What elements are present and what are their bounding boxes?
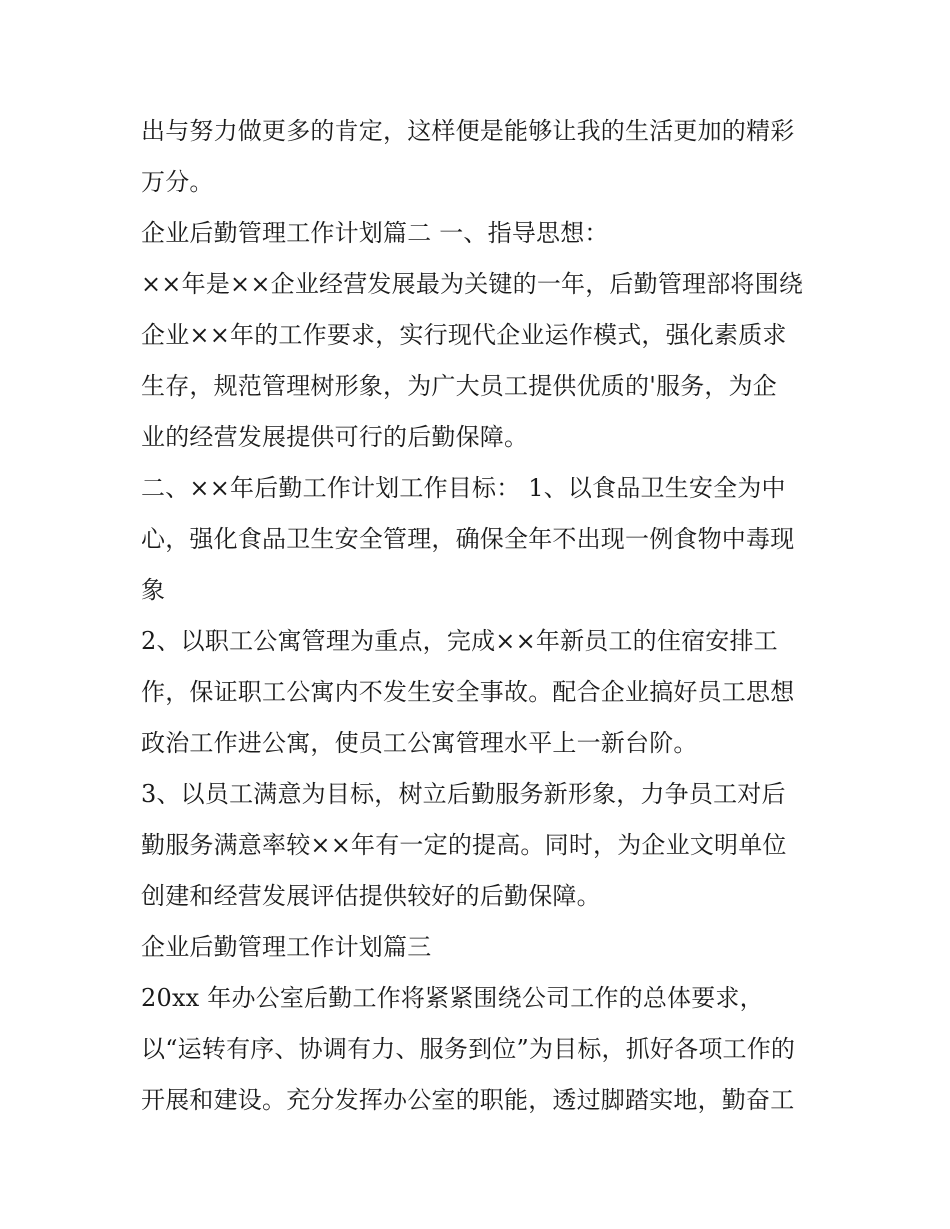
text-line-8: 二、××年后勤工作计划工作目标： 1、以食品卫生安全为中 bbox=[141, 474, 786, 502]
text-line-10: 象 bbox=[141, 576, 166, 604]
text-line-4: ××年是××企业经营发展最为关键的一年，后勤管理部将围绕 bbox=[141, 270, 804, 298]
text-line-12: 作，保证职工公寓内不发生安全事故。配合企业搞好员工思想 bbox=[141, 678, 795, 706]
text-line-6: 生存，规范管理树形象，为广大员工提供优质的'服务，为企 bbox=[141, 372, 777, 400]
document-body bbox=[141, 106, 821, 1126]
text-line-20: 开展和建设。充分发挥办公室的职能，透过脚踏实地，勤奋工 bbox=[141, 1086, 795, 1114]
text-line-19: 以“运转有序、协调有力、服务到位”为目标，抓好各项工作的 bbox=[141, 1035, 796, 1063]
text-line-13: 政治工作进公寓，使员工公寓管理水平上一新台阶。 bbox=[141, 729, 698, 757]
section-heading-3: 企业后勤管理工作计划篇三 bbox=[141, 933, 432, 961]
text-line-2: 万分。 bbox=[141, 168, 214, 196]
text-line-16: 创建和经营发展评估提供较好的后勤保障。 bbox=[141, 882, 601, 910]
text-line-11: 2、以职工公寓管理为重点，完成××年新员工的住宿安排工 bbox=[141, 627, 778, 655]
text-line-9: 心，强化食品卫生安全管理，确保全年不出现一例食物中毒现 bbox=[141, 525, 795, 553]
text-line-1: 出与努力做更多的肯定，这样便是能够让我的生活更加的精彩 bbox=[141, 117, 795, 145]
text-line-14: 3、以员工满意为目标，树立后勤服务新形象，力争员工对后 bbox=[141, 780, 786, 808]
section-heading-2: 企业后勤管理工作计划篇二 一、指导思想： bbox=[141, 219, 609, 247]
text-line-18: 20xx 年办公室后勤工作将紧紧围绕公司工作的总体要求， bbox=[141, 984, 764, 1012]
text-line-7: 业的经营发展提供可行的后勤保障。 bbox=[141, 423, 529, 451]
text-line-15: 勤服务满意率较××年有一定的提高。同时，为企业文明单位 bbox=[141, 831, 787, 859]
text-line-5: 企业××年的工作要求，实行现代企业运作模式，强化素质求 bbox=[141, 321, 787, 349]
